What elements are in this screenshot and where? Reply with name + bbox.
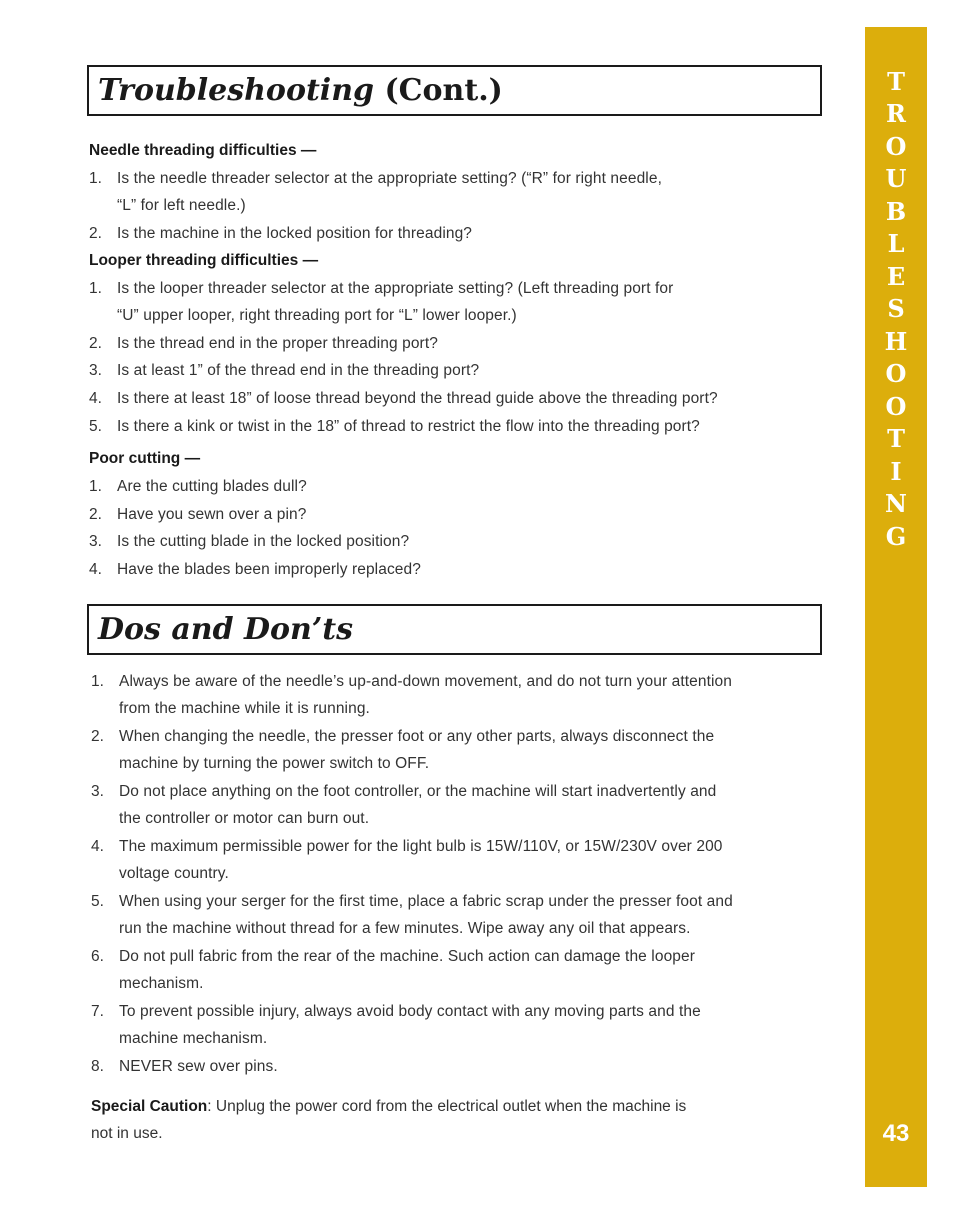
list-number: 8. [91, 1058, 104, 1075]
list-item-line: Is the needle threader selector at the appropriate setting? (“R” for right needle, [117, 170, 662, 187]
list-item-line: The maximum permissible power for the light bulb is 15W/110V, or 15W/230V over 200 [119, 838, 723, 855]
list-item-line: the controller or motor can burn out. [119, 810, 370, 827]
section-title-troubleshooting [87, 65, 822, 116]
list-item-line: voltage country. [119, 865, 229, 882]
title-dos-donts: Dos and Don’ts [98, 612, 354, 647]
list-item-line: machine mechanism. [119, 1030, 268, 1047]
list-item-line: To prevent possible injury, always avoid body contact with any moving parts and the [119, 1003, 701, 1020]
list-number: 6. [91, 948, 104, 965]
list-item-line: When changing the needle, the presser foot or any other parts, always disconnect the [119, 728, 715, 745]
needle-heading: Needle threading difficulties — [89, 142, 317, 159]
list-number: 1. [89, 170, 102, 187]
sidebar-letter: O [885, 392, 907, 421]
sidebar-letter: I [890, 457, 902, 486]
sidebar-letter: G [885, 522, 907, 551]
looper-heading: Looper threading difficulties — [89, 252, 319, 269]
chapter-sidebar [865, 27, 927, 1187]
list-number: 4. [89, 390, 102, 407]
sidebar-letter: T [887, 424, 905, 453]
special-caution [91, 1098, 686, 1116]
cutting-heading: Poor cutting — [89, 450, 201, 467]
list-item-line: “U” upper looper, right threading port for “L” lower looper.) [117, 307, 517, 324]
sidebar-letter: R [886, 99, 906, 128]
list-number: 1. [91, 673, 104, 690]
list-item-line: Do not pull fabric from the rear of the machine. Such action can damage the looper [119, 948, 695, 965]
sidebar-letter: U [885, 164, 907, 193]
list-item-line: machine by turning the power switch to OFF. [119, 755, 430, 772]
list-item-line: Have you sewn over a pin? [117, 506, 307, 523]
list-number: 7. [91, 1003, 104, 1020]
list-item-line: mechanism. [119, 975, 204, 992]
sidebar-letter: T [887, 67, 905, 96]
list-item-line: Is the machine in the locked position for threading? [117, 225, 473, 242]
list-item-line: NEVER sew over pins. [119, 1058, 278, 1075]
list-number: 3. [91, 783, 104, 800]
list-number: 1. [89, 280, 102, 297]
special-caution-label: Special Caution [91, 1098, 208, 1115]
list-number: 4. [89, 561, 102, 578]
list-number: 2. [89, 225, 102, 242]
sidebar-letter: B [885, 197, 907, 226]
sidebar-letter: E [886, 262, 906, 291]
list-number: 3. [89, 362, 102, 379]
sidebar-letter: O [885, 132, 907, 161]
special-caution-line2: not in use. [91, 1125, 163, 1142]
list-item-line: Are the cutting blades dull? [117, 478, 307, 495]
sidebar-letter: O [885, 359, 907, 388]
list-item-line: Is the thread end in the proper threading port? [117, 335, 438, 352]
list-item-line: Is the cutting blade in the locked position? [117, 533, 410, 550]
sidebar-letter: N [885, 489, 907, 518]
sidebar-letter: S [887, 294, 905, 323]
list-item-line: When using your serger for the first time, place a fabric scrap under the presser foot and [119, 893, 733, 910]
list-item-line: Is there a kink or twist in the 18” of thread to restrict the flow into the threading port? [117, 418, 700, 435]
page-number: 43 [882, 1120, 910, 1147]
list-item-line: Do not place anything on the foot controller, or the machine will start inadvertently and [119, 783, 717, 800]
section-title-dos-donts [87, 604, 822, 655]
list-item-line: Is at least 1” of the thread end in the threading port? [117, 362, 480, 379]
list-item-line: “L” for left needle.) [117, 197, 246, 214]
list-number: 2. [91, 728, 104, 745]
list-item-line: Is there at least 18” of loose thread beyond the thread guide above the threading port? [117, 390, 718, 407]
list-item-line: Is the looper threader selector at the appropriate setting? (Left threading port for [117, 280, 674, 297]
list-number: 3. [89, 533, 102, 550]
sidebar-letter: L [887, 229, 905, 258]
list-number: 5. [91, 893, 104, 910]
list-item-line: Have the blades been improperly replaced? [117, 561, 421, 578]
special-caution-text: : Unplug the power cord from the electrical outlet when the machine is [207, 1098, 687, 1115]
list-number: 4. [91, 838, 104, 855]
list-number: 5. [89, 418, 102, 435]
list-item-line: from the machine while it is running. [119, 700, 370, 717]
list-number: 2. [89, 335, 102, 352]
title-suffix: (Cont.) [374, 73, 503, 108]
list-number: 2. [89, 506, 102, 523]
title-main: Troubleshooting [98, 73, 374, 108]
list-item-line: run the machine without thread for a few minutes. Wipe away any oil that appears. [119, 920, 691, 937]
sidebar-letter: H [884, 327, 908, 356]
list-item-line: Always be aware of the needle’s up-and-down movement, and do not turn your attention [119, 673, 732, 690]
list-number: 1. [89, 478, 102, 495]
